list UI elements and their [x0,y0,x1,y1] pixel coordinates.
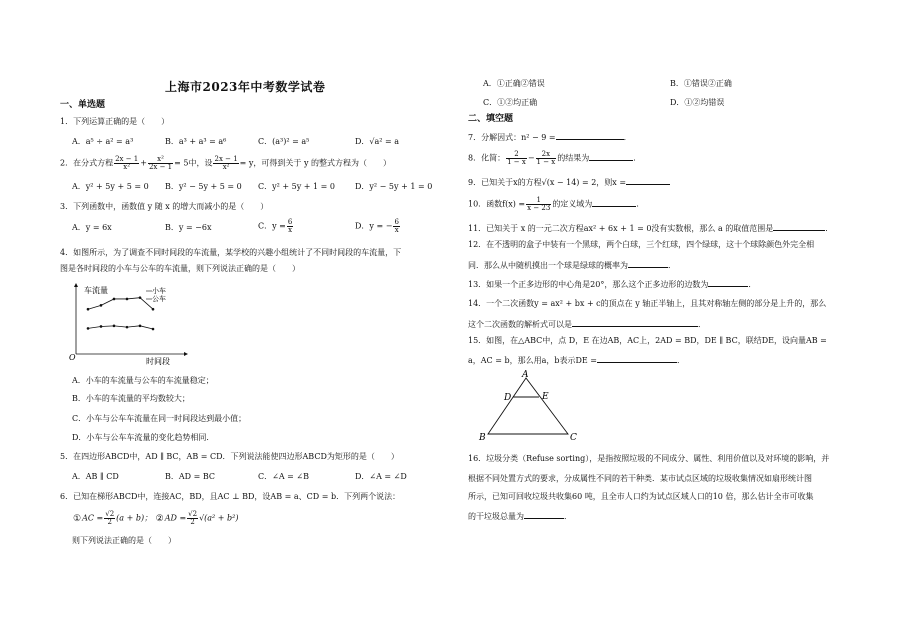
q10-answer-blank[interactable] [592,198,636,207]
q6-tail: 则下列说法正确的是（ ） [72,536,176,545]
q16-line3: 所示，已知可回收垃圾共收集60 吨，且全市人口约为试点区域人口的10 倍，那么估计全市可收集 [468,492,814,501]
data-point-small-car-5 [139,296,142,299]
x-axis-label: 时间段 [146,357,170,366]
q6-s1-num: √2 [105,510,115,518]
q1-option-a[interactable]: A．a⁵ ÷ a² = a³ [72,137,134,146]
q5-option-b[interactable]: B．AD = BC [165,472,216,481]
q8-frac-2-num: 2x [536,151,557,159]
q10-frac-den: x − 23 [527,204,551,212]
q2-stem-mid: = 5中，设 [174,158,213,168]
q8-period: ． [633,153,642,163]
q3-c-pre: C．y = [258,221,286,231]
q3-d-num: 6 [394,218,399,226]
q14-line2 [468,318,706,330]
q6-statement-2-marker: ② [155,513,164,524]
legend-small-car: 小车 [152,287,166,295]
q5-option-a[interactable]: A．AB ∥ CD [72,472,119,481]
q16-answer-blank[interactable] [524,510,564,519]
q1-option-c[interactable]: C．(a³)² = a⁵ [258,137,310,146]
q3-c-num: 6 [287,218,293,226]
q2-frac-2-num: x² [148,156,173,164]
q8-minus: − [527,153,535,163]
data-point-small-car-3 [113,298,116,301]
q2-option-b[interactable]: B．y² − 5y + 5 = 0 [165,182,242,191]
series-line-small-car [88,298,153,310]
q1-option-b[interactable]: B．a³ + a³ = a⁶ [165,137,227,146]
q6-s1-den: 2 [107,518,112,526]
q6-stem: 6．已知在梯形ABCD中，连接AC，BD，且AC ⊥ BD，设AB = a、CD = b．下列两个说法： [60,492,401,501]
data-point-small-car-1 [87,308,90,311]
section-heading-single-choice: 一、单选题 [60,100,106,110]
q16-line4-text: 的干垃圾总量为 [468,512,524,521]
data-point-small-car-2 [100,304,103,307]
data-point-small-car-6 [152,308,155,311]
q6-s1-pre: AC = [82,513,104,523]
q3-stem: 3．下列函数中，函数值 y 随 x 的增大而减小的是（ ） [60,202,269,211]
q12-answer-blank[interactable] [628,259,668,268]
q8-post: 的结果为 [557,153,590,163]
q2-frac-3-den: x² [222,163,230,171]
q11-answer-blank[interactable] [773,222,825,231]
data-point-bus-5 [139,325,142,328]
series-line-bus [88,326,153,329]
q2-frac-1 [114,156,139,171]
q2-frac-2 [148,156,173,171]
q10 [468,197,644,212]
chart-origin-label: O [69,353,76,362]
q3-option-b[interactable]: B．y = −6x [165,223,212,232]
data-point-bus-3 [113,325,116,328]
q3-d-den: x [394,226,399,234]
q12-line2-text: 同．那么从中随机摸出一个球是绿球的概率为 [468,261,628,270]
q16-line4 [468,510,572,522]
q4-stem-line2: 图是各时间段的小车与公车的车流量，则下列说法正确的是（ ） [60,264,300,273]
q6-s2-frac [187,511,198,526]
q14-line2-text: 这个二次函数的解析式可以是 [468,320,572,329]
q5-stem: 5．在四边形ABCD中，AD ∥ BC，AB = CD．下列说法能使四边形ABCD为矩形的是（ ） [60,452,399,461]
traffic-line-chart [64,282,189,368]
q16-period: ． [564,512,572,521]
page-title: 上海市2023年中考数学试卷 [165,80,326,94]
q6-s2-den: 2 [190,518,195,526]
q7-answer-blank[interactable] [556,131,624,140]
q12-period: ． [668,261,676,270]
q6-option-a[interactable]: A．①正确②错误 [483,79,545,88]
q6-s2-num: √2 [188,510,198,518]
q2-frac-3 [213,156,238,171]
q7-period: ． [623,133,632,142]
q2-stem-pre: 2．在分式方程 [60,158,114,168]
q14-answer-blank[interactable] [572,318,698,327]
q9 [468,176,670,188]
q6-s2-pre: AD = [164,513,187,523]
q8-pre: 8．化简： [468,153,506,163]
q16-line2: 根据不同处置方式的要求，分成属性不同的若干种类．某市试点区域的垃圾收集情况如扇形统计图 [468,474,812,483]
data-point-bus-2 [100,325,103,328]
triangle-figure [476,370,586,446]
q10-frac-num: 1 [526,197,551,205]
label-a: A [522,370,529,380]
label-b: B [479,433,486,443]
data-point-bus-4 [126,326,129,329]
q4-option-d[interactable]: D．小车与公车车流量的变化趋势相同． [72,433,215,442]
q16-line1: 16．垃圾分类（Refuse sorting），是指按照垃圾的不同成分、属性、利用价值以及对环境的影响，并 [468,454,830,463]
q3-d-pre: D．y = − [355,221,393,231]
q12-line1: 12．在不透明的盒子中装有一个黑球，两个白球，三个红球，四个绿球，这十个球除颜色外完全相 [468,240,815,249]
q3-c-den: x [288,226,293,234]
q3-option-a[interactable]: A．y = 6x [72,223,112,232]
q6-s1-frac [104,511,115,526]
q7-text: 7．分解因式：n² − 9 = [468,133,556,142]
q6-option-b[interactable]: B．①错误②正确 [670,79,732,88]
q3-option-d[interactable] [355,219,401,234]
q6-s2-post: √(a² + b²) [199,513,239,523]
q13-answer-blank[interactable] [708,278,748,287]
q8-frac-1 [506,151,527,166]
q6-option-c[interactable]: C．①②均正确 [483,98,538,107]
q6-statement-1-marker: ① [73,513,82,524]
q2-stem [60,156,391,171]
data-point-bus-6 [152,328,155,331]
q4-option-a[interactable]: A．小车的车流量与公车的车流量稳定； [72,376,214,385]
q8-frac-2 [536,151,557,166]
q6-s1-post: (a + b)； [116,513,153,523]
q4-option-c[interactable]: C．小车与公车车流量在同一时间段达到最小值； [72,414,247,423]
data-point-small-car-4 [126,298,129,301]
q10-post: 的定义域为 [552,199,593,209]
legend-bus: 公车 [152,295,166,303]
q3-option-c[interactable] [258,219,294,234]
q1-option-d[interactable]: D．√a² = a [355,137,400,146]
q11 [468,222,833,234]
q15-answer-blank[interactable] [597,354,677,363]
label-e: E [542,392,549,402]
q1-stem: 1．下列运算正确的是（ ） [60,117,170,126]
q15-period: ． [676,356,685,365]
y-axis-label: 车流量 [84,286,108,295]
q10-pre: 10．函数f(x) = [468,199,526,209]
q2-frac-1-den: x² [123,163,131,171]
label-c: C [570,433,577,443]
q4-option-b[interactable]: B．小车的车流量的平均数较大； [72,394,190,403]
q9-answer-blank[interactable] [626,176,670,185]
q3-d-frac [393,219,399,234]
q9-text: 9．已知关于x的方程√(x − 14) = 2，则x = [468,178,627,187]
q8-frac-1-den: 1 − x [507,158,526,166]
section-heading-fill-blank: 二、填空题 [468,114,514,124]
q2-frac-1-num: 2x − 1 [115,155,139,163]
q2-option-a[interactable]: A．y² + 5y + 5 = 0 [72,182,149,191]
q8-frac-2-den: 1 − x [536,158,556,166]
q13 [468,278,756,290]
q11-text: 11．已知关于 x 的一元二次方程ax² + 6x + 1 = 0没有实数根，那么 a 的取值范围是 [468,224,774,233]
q10-period: ． [636,199,645,209]
q2-plus: + [140,158,147,168]
triangle-abc [488,378,568,434]
q14-period: ． [698,320,706,329]
q6-statements [72,511,239,526]
q2-stem-post: = y，可得到关于 y 的整式方程为（ ） [239,158,392,168]
q2-frac-3-num: 2x − 1 [214,155,238,163]
q8-frac-1-num: 2 [506,151,527,159]
q2-frac-2-den: 2x − 1 [148,163,173,171]
q13-period: ． [748,280,757,289]
q8-answer-blank[interactable] [589,152,633,161]
data-point-bus-1 [87,327,90,330]
q2-option-c[interactable]: C．y² + 5y + 1 = 0 [258,182,336,191]
label-d: D [504,393,512,403]
q6-option-d[interactable]: D．①②均错误 [670,98,725,107]
q15-line1: 15．如图，在△ABC中，点 D，E 在边AB，AC上，2AD = BD，DE ∥ BC，联结DE，设向量AB = [468,336,827,345]
q10-frac [526,197,551,212]
q5-option-d[interactable]: D．∠A = ∠D [355,472,407,481]
q8 [468,151,641,166]
q4-stem-line1: 4．如图所示，为了调查不同时间段的车流量，某学校的兴趣小组统计了不同时间段的车流量，下 [60,248,402,257]
q12-line2 [468,259,676,271]
q2-option-d[interactable]: D．y² − 5y + 1 = 0 [355,182,433,191]
q14-line1: 14．一个二次函数y = ax² + bx + c的顶点在 y 轴正半轴上，且其对称轴左侧的部分是上升的，那么 [468,299,827,308]
q3-c-frac [287,219,293,234]
q11-period: ． [825,224,834,233]
q15-line2 [468,354,685,366]
q7 [468,131,632,143]
q13-text: 13．如果一个正多边形的中心角是20°，那么这个正多边形的边数为 [468,280,709,289]
q5-option-c[interactable]: C．∠A = ∠B [258,472,309,481]
q15-line2-text: a，AC = b，那么用a，b表示DE = [468,356,597,365]
